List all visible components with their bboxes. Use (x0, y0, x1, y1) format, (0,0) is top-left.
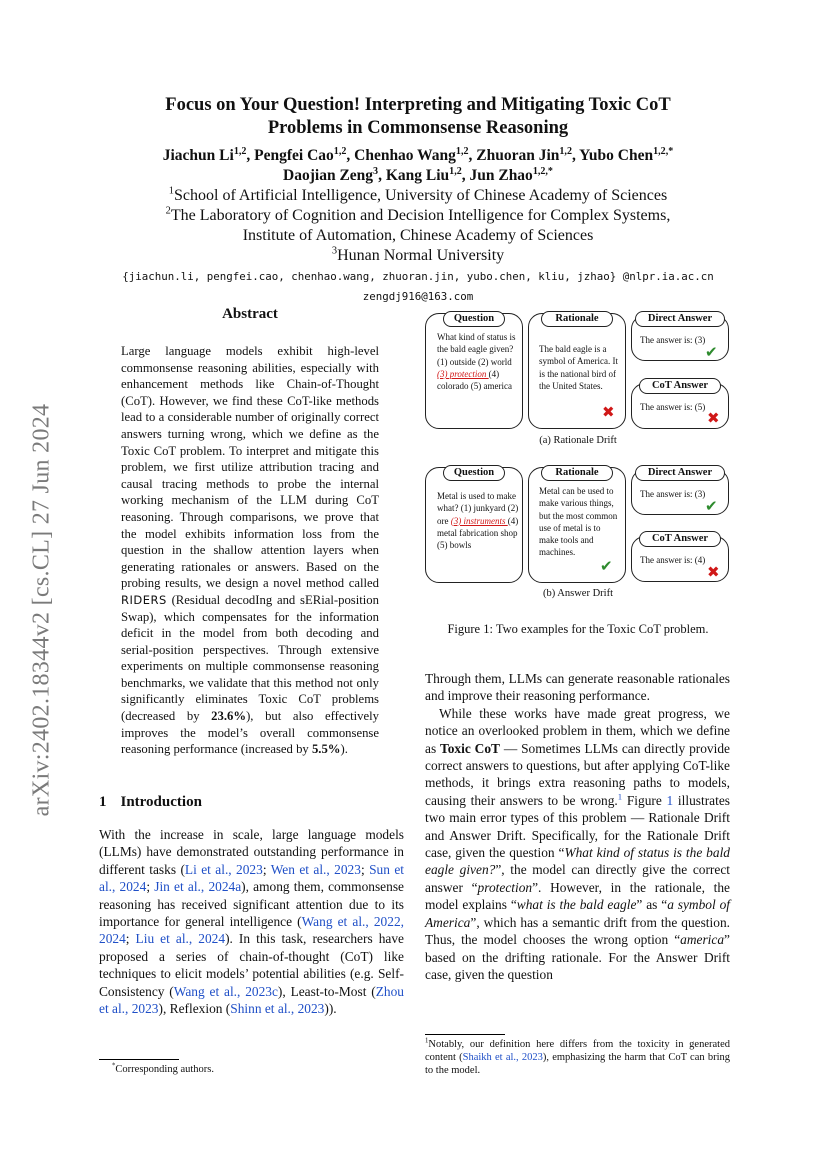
abstract-heading: Abstract (222, 306, 278, 322)
question-text-a: What kind of status is the bald eagle given? (1) outside (2) world (3) protection (4) colorado (5) america (437, 332, 516, 392)
paragraph-continuation: Through them, LLMs can generate reasonable rationales and improve their reasoning performance. (425, 671, 730, 704)
citation-link[interactable]: Wang et al., 2023c (173, 983, 278, 999)
direct-answer-label-b: Direct Answer (635, 465, 725, 481)
figure-caption: Figure 1: Two examples for the Toxic CoT problem. (447, 622, 709, 636)
citation-link[interactable]: Shinn et al., 2023 (230, 1001, 325, 1017)
paragraph-toxic-cot: While these works have made great progress, we notice an overlooked problem in them, which we define as Toxic CoT — Sometimes LLMs can directly provide correct answers to questions, but after applying CoT-like methods, it brings extra reasoning paths to models, causing their answers to be wrong.$^1$ Figure 1 illustrates two main error types of this problem — Rationale Drift and Answer Drift. Specifically, for the Rationale Drift case, given the question “What kind of status is the bald eagle given?”, the model can directly give the correct answer “protection”. However, in the rationale, the model explains “what is the bald eagle” as “a symbol of America”, which has a semantic drift from the question. Thus, the model chooses the wrong option “america” based on the drifting rationale. For the Answer Drift case, given the question (425, 705, 730, 982)
cot-answer-label-a: CoT Answer (639, 378, 721, 394)
footnote-rule (425, 1034, 505, 1035)
rationale-label-a: Rationale (541, 311, 613, 327)
footnote-corresponding: *Corresponding authors. (112, 1062, 214, 1075)
citation-link[interactable]: Liu et al., 2024 (135, 931, 226, 947)
arxiv-identifier: arXiv:2402.18344v2 [cs.CL] 27 Jun 2024 (28, 403, 55, 817)
cross-icon: ✖ (602, 403, 615, 421)
affiliations (90, 186, 746, 266)
author-line-2: Daojian Zeng$^3$, Kang Liu$^{1,2}$, Jun Zhao$^{1,2,*}$ (283, 165, 553, 184)
arxiv-sidebar (22, 370, 62, 850)
method-name: RIDERS (121, 592, 167, 607)
rationale-text-a: The bald eagle is a symbol of America. It is the national bird of the United States. (539, 344, 618, 391)
check-icon: ✔ (705, 343, 718, 361)
citation-link[interactable]: Shaikh et al., 2023 (462, 1052, 543, 1064)
cross-icon: ✖ (707, 563, 720, 581)
cot-answer-text-a: The answer is: (5) (640, 402, 706, 412)
figure-ref-link[interactable]: 1 (666, 792, 674, 808)
author-list (90, 146, 746, 186)
subcaption-a: (a) Rationale Drift (539, 435, 617, 446)
rationale-text-b: Metal can be used to make various things, but the most common use of metal is to make tools and machines. (539, 486, 618, 558)
affiliation-2: $^2$The Laboratory of Cognition and Decision Intelligence for Complex Systems, (165, 205, 671, 224)
affiliation-1: $^1$School of Artificial Intelligence, University of Chinese Academy of Sciences (168, 185, 668, 204)
cross-icon: ✖ (707, 409, 720, 427)
figure-1 (423, 305, 733, 605)
introduction-body (99, 826, 404, 1017)
abstract-body (121, 343, 379, 758)
email-line-2: zengdj916@163.com (362, 290, 474, 303)
right-column-body (425, 670, 730, 983)
affiliation-3: $^3$Hunan Normal University (331, 245, 505, 264)
abstract-paragraph: Large language models exhibit high-level commonsense reasoning abilities, especially with enhancement methods like Chain-of-Thought (CoT). However, we find these CoT-like methods lead to a considerable number of originally correct answers turning wrong, which we define as the Toxic CoT problem. To interpret and mitigate this problem, we first utilize attribution tracing and causal tracing methods to probe the internal working mechanism of the LLM during CoT reasoning. Through comparisons, we prove that the model exhibits information loss from the question in the shallow attention layers when generating rationales or answers. Based on the probing results, we design a novel method called RIDERS (Residual decodIng and sERial-position Swap), which compensates for the information deficit in the model from both decoding and serial-position perspectives. Through extensive experiments on multiple commonsense reasoning benchmarks, we validate that this method not only significantly eliminates Toxic CoT problems (decreased by 23.6%), but also effectively improves the model’s overall commonsense reasoning performance (increased by 5.5%). (121, 344, 379, 757)
question-label-a: Question (443, 311, 505, 327)
question-label-b: Question (443, 465, 505, 481)
citation-link[interactable]: Wang et al., 2022, 2024 (99, 914, 404, 947)
check-icon: ✔ (600, 557, 613, 575)
title-line-1: Focus on Your Question! Interpreting and Mitigating Toxic CoT (165, 95, 671, 115)
footnote-rule (99, 1059, 179, 1060)
check-icon: ✔ (705, 497, 718, 515)
citation-link[interactable]: Jin et al., 2024a (154, 879, 242, 895)
question-text-b: Metal is used to make what? (1) junkyard (2) ore (3) instruments (4) metal fabrication shop (5) bowls (437, 491, 519, 551)
citation-link[interactable]: Li et al., 2023 (184, 861, 263, 877)
author-line-1: Jiachun Li$^{1,2}$, Pengfei Cao$^{1,2}$, Chenhao Wang$^{1,2}$, Zhuoran Jin$^{1,2}$, Yubo Chen$^{1,2,*}$ (162, 145, 674, 164)
author-emails (90, 267, 746, 307)
citation-link[interactable]: Zhou et al., 2023 (99, 983, 404, 1017)
subcaption-b: (b) Answer Drift (543, 588, 613, 599)
affiliation-2-cont: Institute of Automation, Chinese Academy of Sciences (242, 227, 594, 244)
rationale-label-b: Rationale (541, 465, 613, 481)
direct-answer-label-a: Direct Answer (635, 311, 725, 327)
title-line-2: Problems in Commonsense Reasoning (267, 118, 569, 138)
citation-link[interactable]: Wen et al., 2023 (270, 861, 361, 877)
citation-link[interactable]: Sun et al., 2024 (99, 861, 404, 895)
section-heading-introduction: 1 Introduction (99, 794, 202, 810)
footnote-1: $^1$Notably, our definition here differs from the toxicity in generated content (Shaikh et al., 2023), emphasizing the harm that CoT can bring to the model. (425, 1037, 730, 1077)
intro-paragraph: With the increase in scale, large language models (LLMs) have demonstrated outstanding performance in different tasks (Li et al., 2023; Wen et al., 2023; Sun et al., 2024; Jin et al., 2024a), among them, commonsense reasoning has received significant attention due to its importance for general intelligence (Wang et al., 2022, 2024; Liu et al., 2024). In this task, researchers have proposed a series of chain-of-thought (CoT) like techniques to elicit models’ potential abilities (e.g. Self-Consistency (Wang et al., 2023c), Least-to-Most (Zhou et al., 2023), Reflexion (Shinn et al., 2023)). (99, 827, 404, 1017)
footnote-ref[interactable]: 1 (617, 791, 623, 802)
cot-answer-text-b: The answer is: (4) (640, 555, 706, 565)
direct-answer-text-b: The answer is: (3) (640, 489, 706, 499)
paper-title (90, 94, 746, 140)
email-line-1: {jiachun.li, pengfei.cao, chenhao.wang, zhuoran.jin, yubo.chen, kliu, jzhao} @nlpr.ia.ac.cn (122, 270, 714, 283)
direct-answer-text-a: The answer is: (3) (640, 335, 706, 345)
cot-answer-label-b: CoT Answer (639, 531, 721, 547)
